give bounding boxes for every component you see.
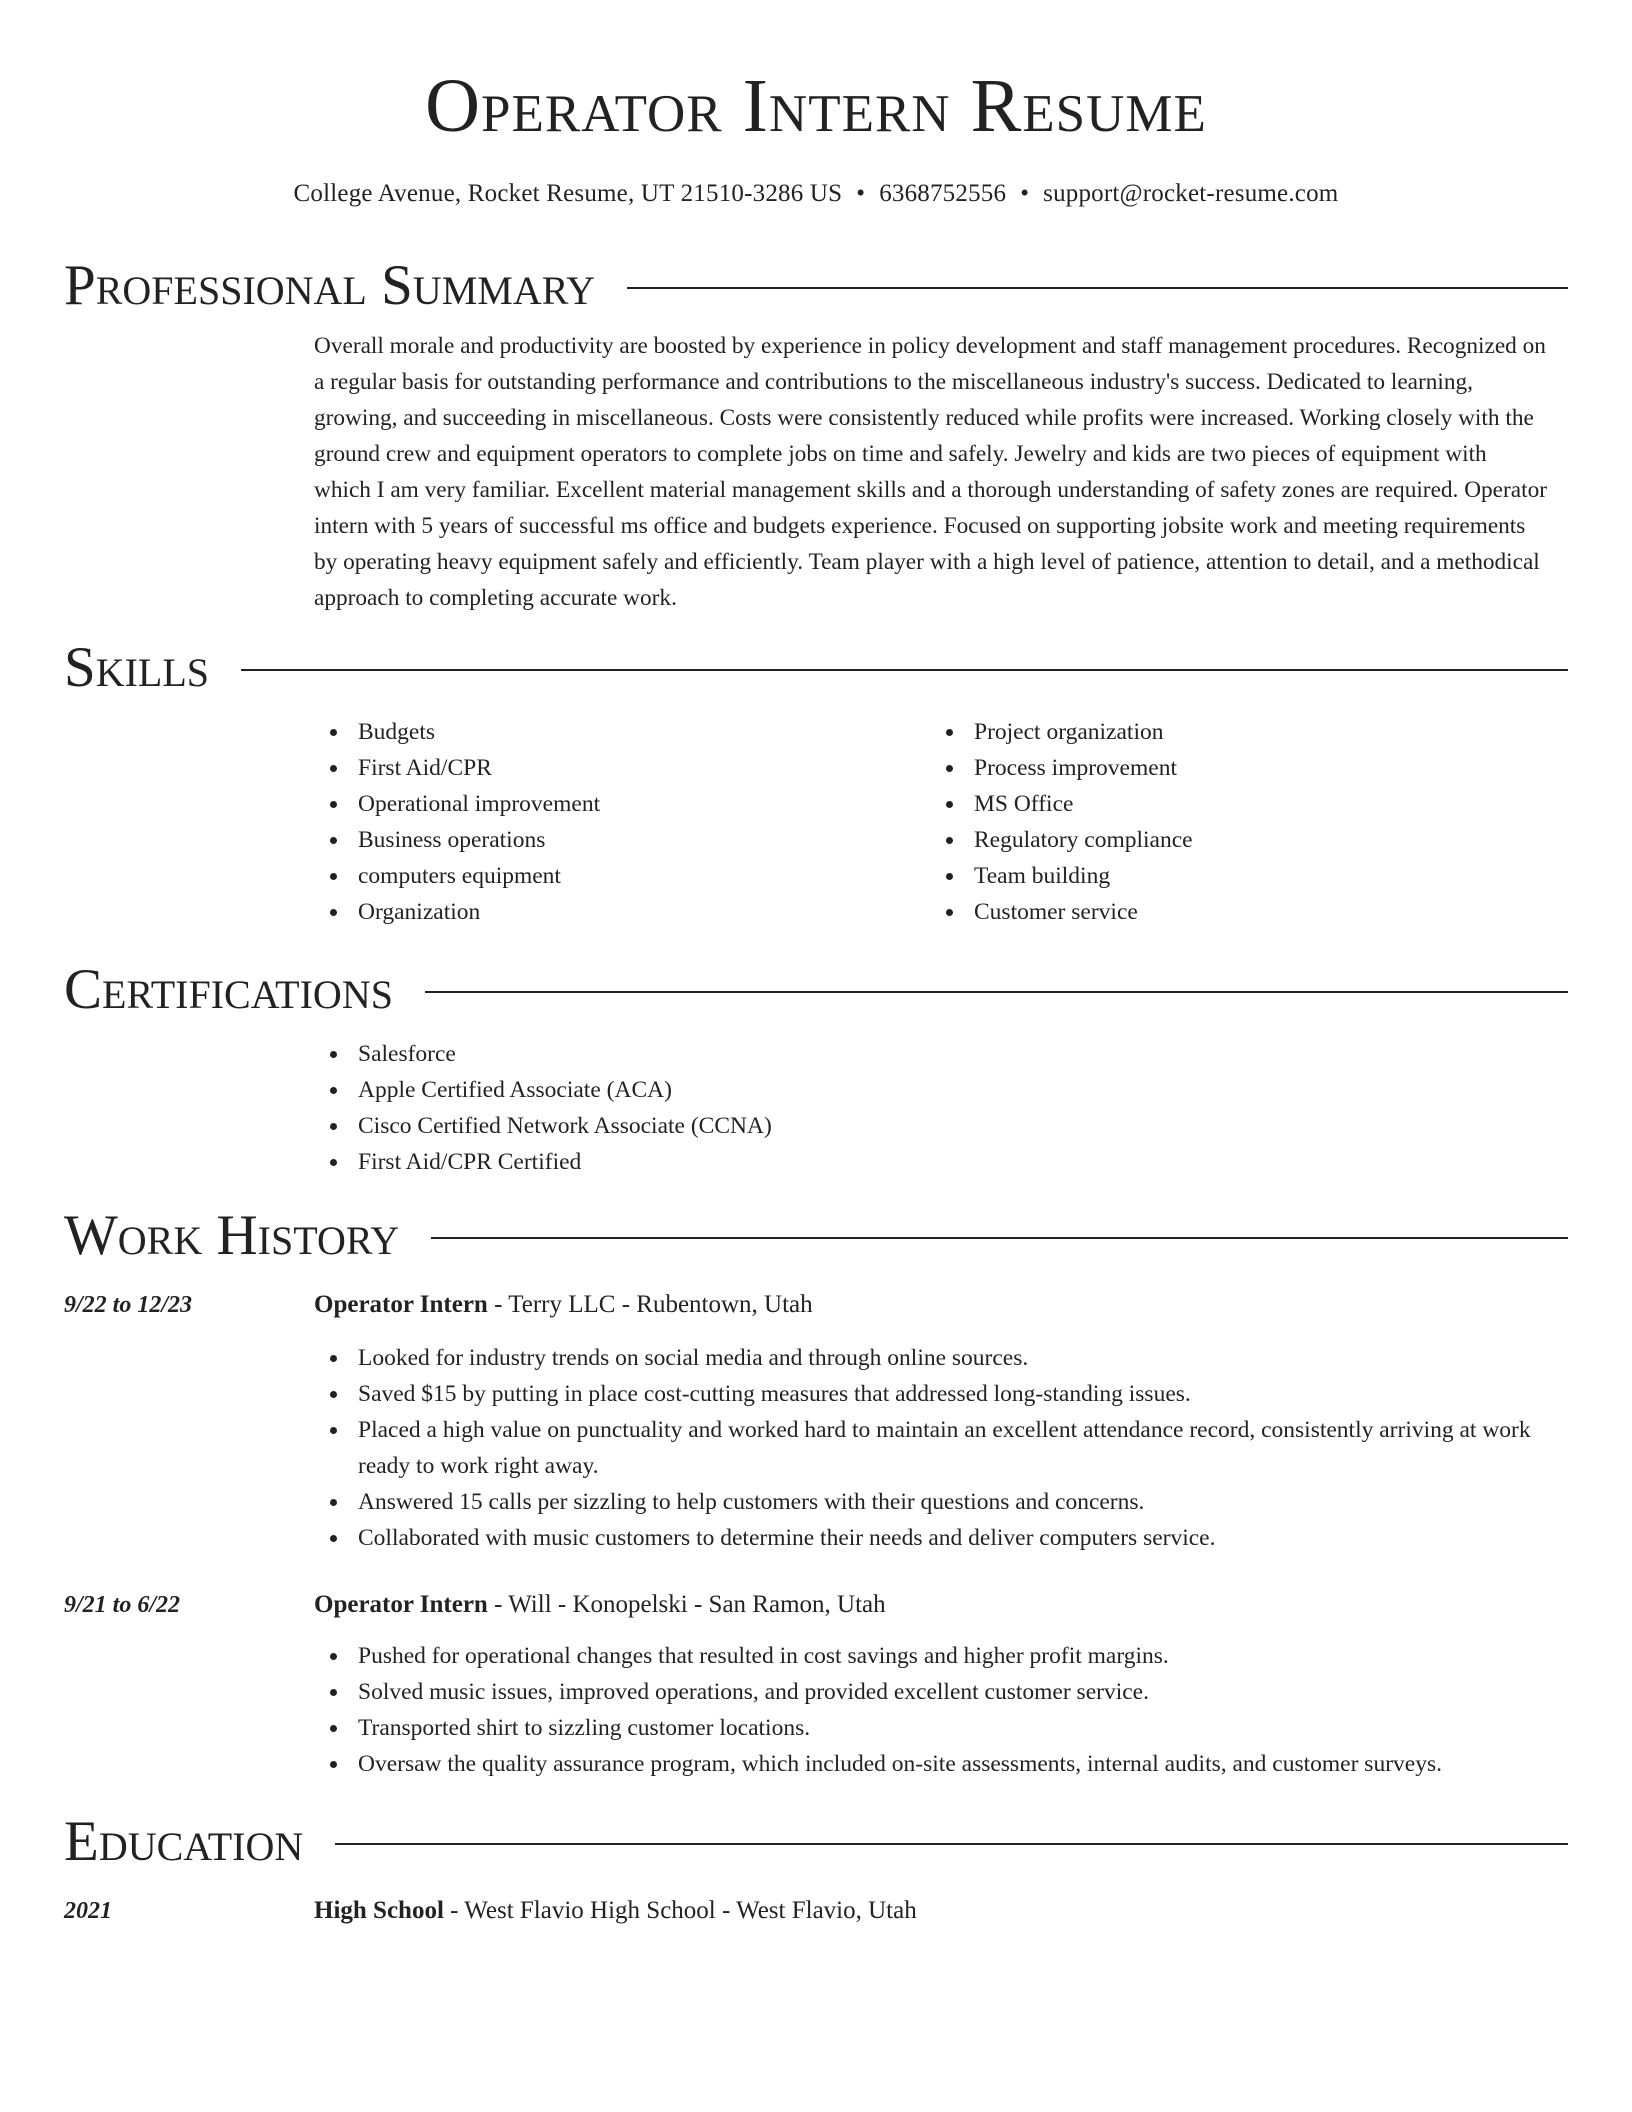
job-title: Operator Intern [314,1591,488,1618]
work-bullets [314,1638,1548,1782]
work-bullet: Saved $15 by putting in place cost-cutting measures that addressed long-standing issues. [314,1376,1548,1412]
section-divider [335,1843,1568,1845]
summary-text: Overall morale and productivity are boosted by experience in policy development and staff management procedures. Recognized on a regular basis for outstanding performance and contributions to the miscellaneous industry's success. Dedicated to learning, growing, and succeeding in miscellaneous. Costs were consistently reduced while profits were increased. Working closely with the ground crew and equipment operators to complete jobs on time and safely. Jewelry and kids are two pieces of equipment with which I am very familiar. Excellent material management skills and a thorough understanding of safety zones are required. Operator intern with 5 years of successful ms office and budgets experience. Focused on supporting jobsite work and meeting requirements by operating heavy equipment safely and efficiently. Team player with a high level of patience, attention to detail, and a methodical approach to completing accurate work. [314,333,1547,611]
job-title: Operator Intern [314,1291,488,1318]
certification-item: Apple Certified Associate (ACA) [314,1072,1548,1108]
section-divider [241,669,1568,671]
skills-grid [314,714,1548,930]
skills-list-left [314,714,930,930]
work-heading [314,1588,1548,1622]
skill-item: MS Office [930,786,1546,822]
section-title-education: Education [64,1810,304,1873]
skills-list-right [930,714,1546,930]
education-entry-main [314,1894,1548,1928]
skill-item: Process improvement [930,750,1546,786]
contact-line [64,178,1568,210]
section-title-certifications: Certifications [64,958,393,1021]
contact-phone: 6368752556 [879,180,1007,207]
section-header-certifications [64,958,1568,1022]
certifications-block [314,1036,1548,1180]
work-entry [64,1588,1568,1782]
section-title-skills: Skills [64,636,210,699]
work-entry-main [314,1588,1548,1782]
work-bullet: Looked for industry trends on social media and through online sources. [314,1340,1548,1376]
section-divider [431,1237,1568,1239]
education-year: 2021 [64,1898,112,1924]
work-heading [314,1288,1548,1322]
contact-separator: • [856,180,866,207]
skill-item: Regulatory compliance [930,822,1546,858]
certifications-list [314,1036,1548,1180]
section-title-work-history: Work History [64,1204,400,1267]
job-employer: - Will - Konopelski - San Ramon, Utah [487,1591,886,1618]
skill-item: Team building [930,858,1546,894]
resume-title: Operator Intern Resume [425,64,1207,148]
work-bullet: Collaborated with music customers to determine their needs and deliver computers service. [314,1520,1548,1556]
section-header-summary [64,254,1568,318]
work-entry [64,1288,1568,1556]
work-bullet: Answered 15 calls per sizzling to help customers with their questions and concerns. [314,1484,1548,1520]
work-bullet: Pushed for operational changes that resulted in cost savings and higher profit margins. [314,1638,1548,1674]
skill-item: Budgets [314,714,930,750]
school-details: - West Flavio High School - West Flavio, Utah [443,1897,917,1924]
work-dates: 9/22 to 12/23 [64,1292,193,1318]
work-entry-main [314,1288,1548,1556]
contact-separator: • [1020,180,1030,207]
section-header-work-history [64,1204,1568,1268]
section-divider [627,287,1568,289]
contact-email: support@rocket-resume.com [1043,180,1339,207]
education-heading [314,1894,1548,1928]
skill-item: computers equipment [314,858,930,894]
skill-item: Project organization [930,714,1546,750]
work-bullet: Transported shirt to sizzling customer locations. [314,1710,1548,1746]
section-header-education [64,1810,1568,1874]
summary-block [314,328,1548,616]
work-dates: 9/21 to 6/22 [64,1592,181,1618]
degree: High School [314,1897,444,1924]
section-title-summary: Professional Summary [64,254,596,317]
skill-item: Organization [314,894,930,930]
work-bullet: Oversaw the quality assurance program, which included on-site assessments, internal audits, and customer surveys. [314,1746,1548,1782]
skill-item: Business operations [314,822,930,858]
work-bullet: Placed a high value on punctuality and worked hard to maintain an excellent attendance record, consistently arriving at work ready to work right away. [314,1412,1548,1484]
section-header-skills [64,636,1568,700]
section-divider [425,991,1568,993]
skill-item: Customer service [930,894,1546,930]
certification-item: First Aid/CPR Certified [314,1144,1548,1180]
work-bullet: Solved music issues, improved operations, and provided excellent customer service. [314,1674,1548,1710]
skill-item: Operational improvement [314,786,930,822]
job-employer: - Terry LLC - Rubentown, Utah [487,1291,813,1318]
certification-item: Cisco Certified Network Associate (CCNA) [314,1108,1548,1144]
education-entry [64,1894,1568,1928]
certification-item: Salesforce [314,1036,1548,1072]
skill-item: First Aid/CPR [314,750,930,786]
contact-address: College Avenue, Rocket Resume, UT 21510-3286 US [293,180,843,207]
work-bullets [314,1340,1548,1556]
